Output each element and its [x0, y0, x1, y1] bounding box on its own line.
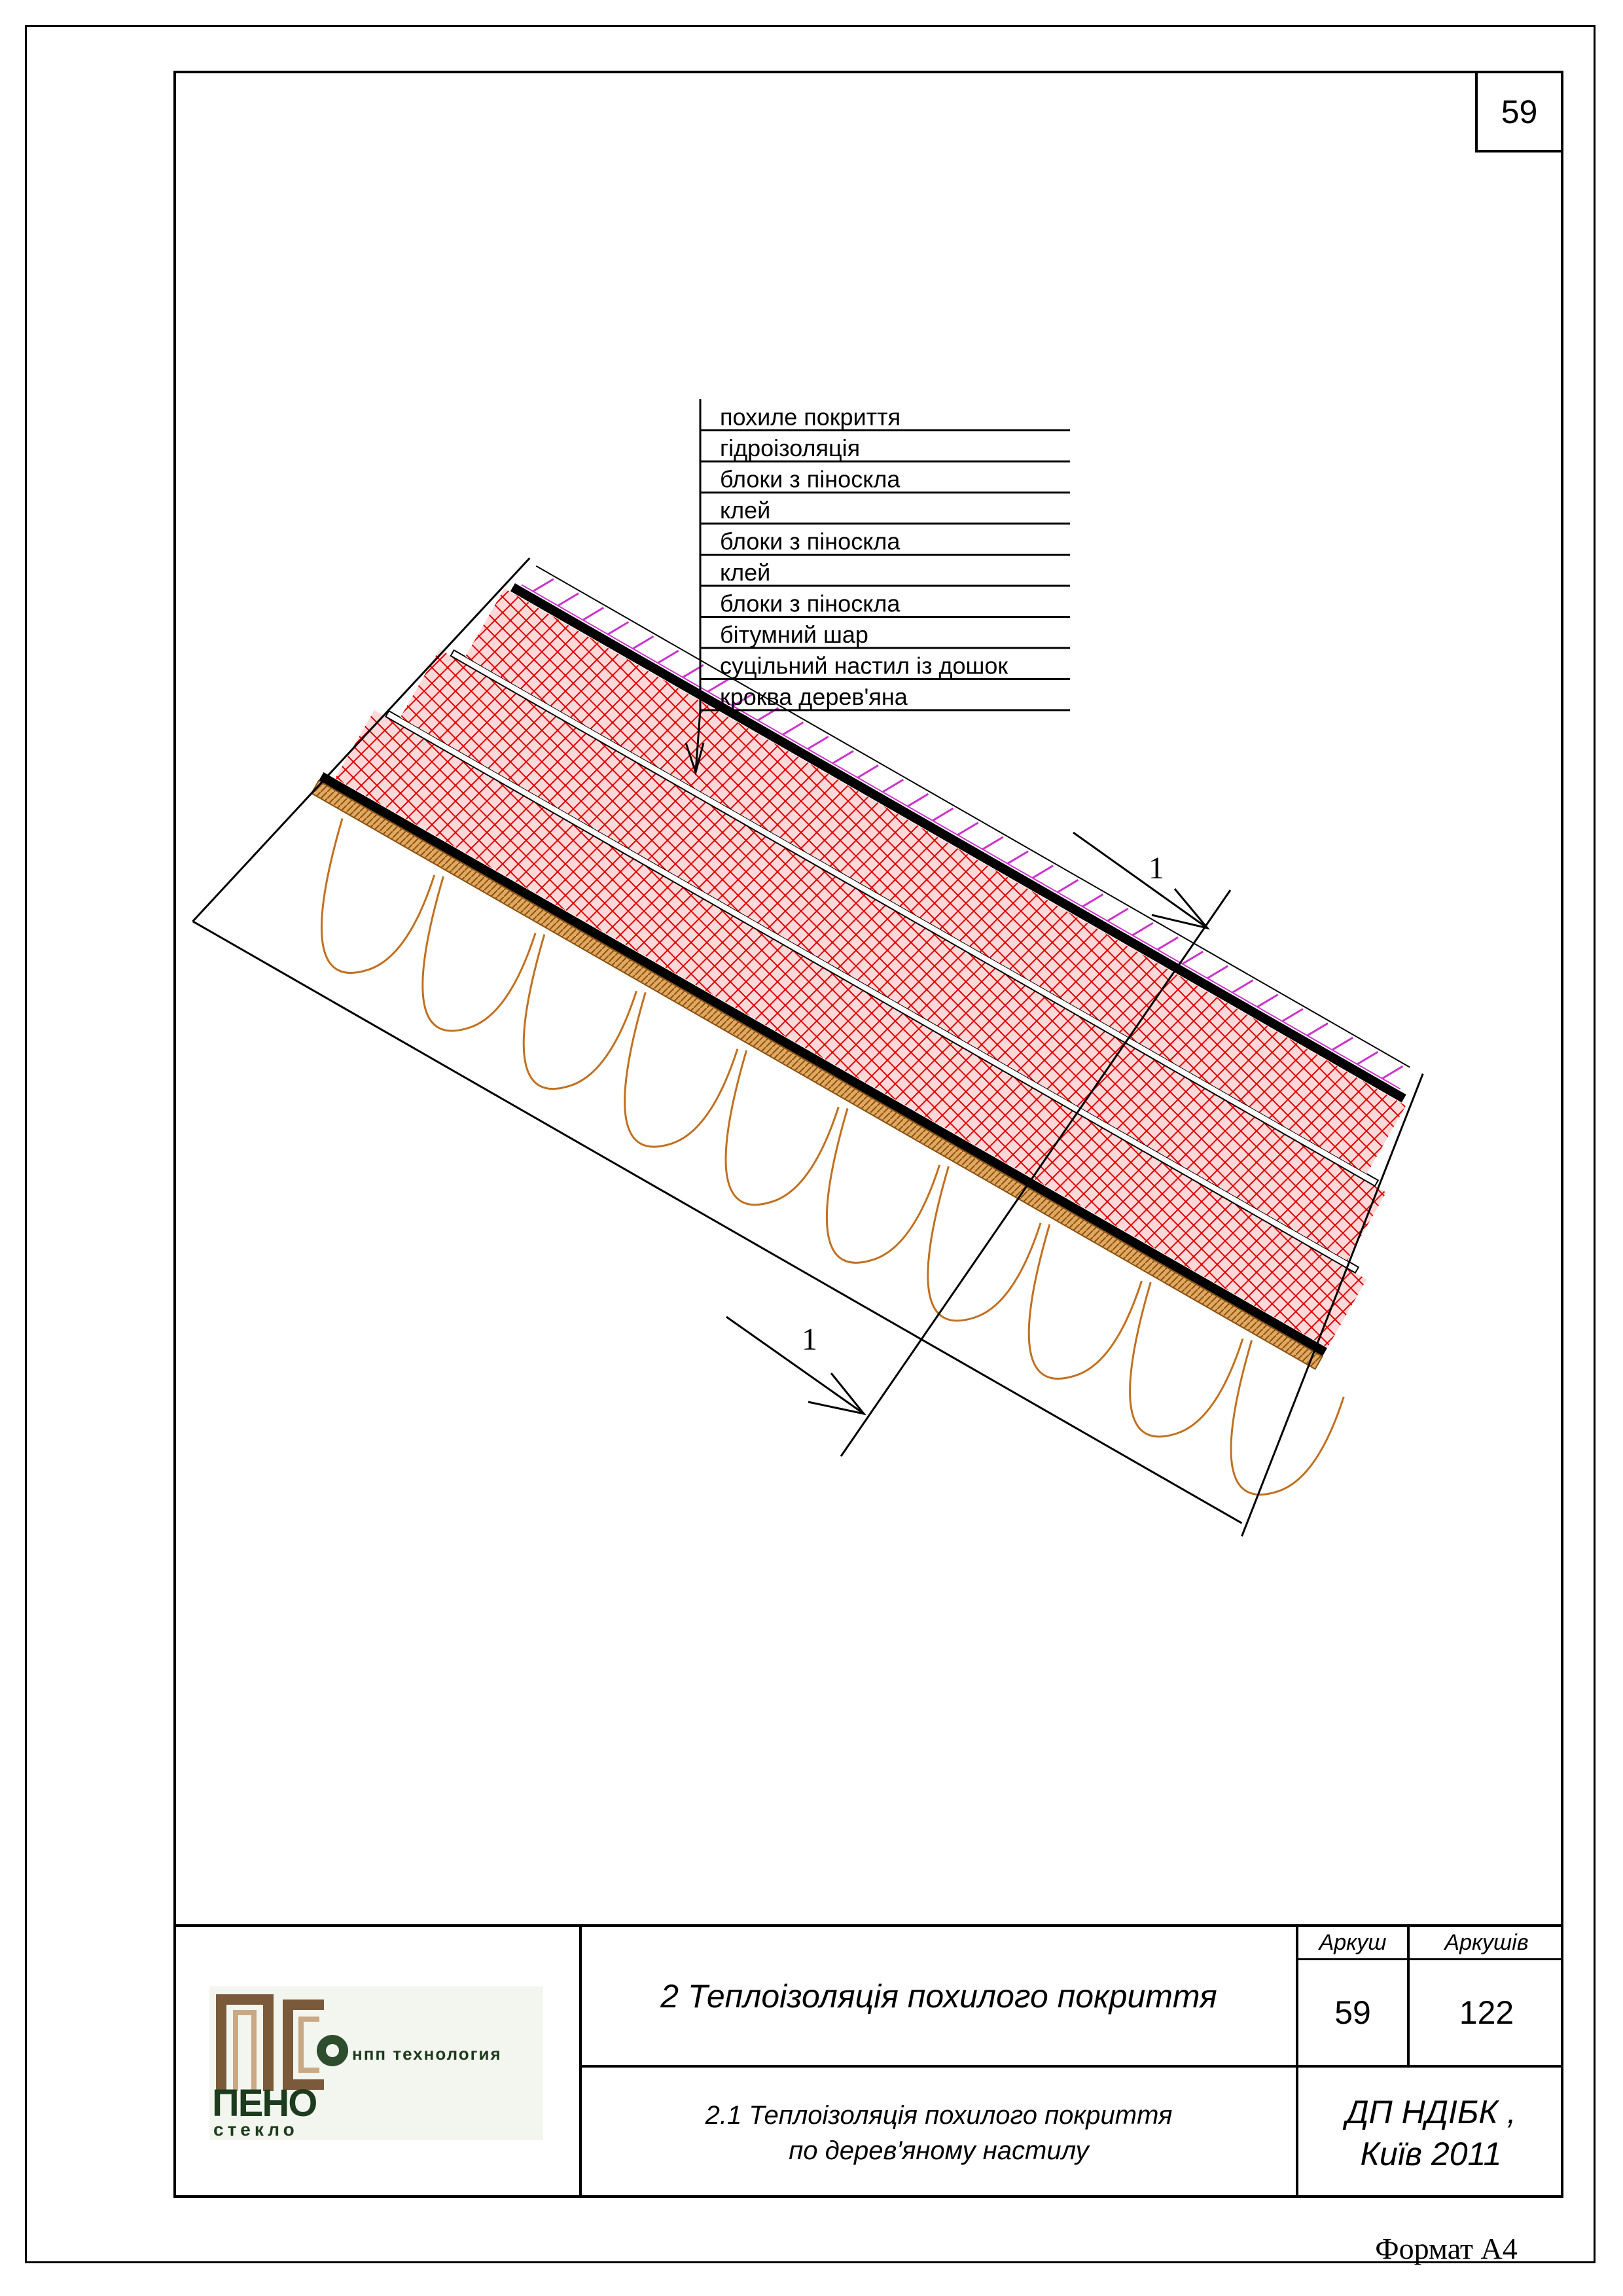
callout-layer-label: похиле покриття [720, 403, 901, 431]
sheets-label: Аркушів [1444, 1929, 1529, 1955]
subtitle-line-2: по дерев'яному настилу [789, 2136, 1089, 2165]
roof-covering-tick [908, 794, 929, 806]
subtitle-line-1: 2.1 Теплоізоляція похилого покриття [705, 2100, 1173, 2130]
section-mark-top: 1 [1149, 851, 1164, 886]
drawing-subtitle [582, 2068, 1296, 2198]
sheet-number: 59 [1501, 93, 1538, 130]
organization-name: ДП НДІБК , [1346, 2093, 1516, 2130]
roof-covering-tick [933, 808, 954, 821]
roof-covering-tick [1282, 1009, 1303, 1022]
roof-covering-tick [558, 594, 579, 606]
callout-layer-label: блоки з піноскла [720, 528, 901, 555]
roof-covering-tick [1382, 1066, 1403, 1079]
logo-company: нпп технология [352, 2044, 502, 2064]
logo-brand-top: ПЕНО [212, 2082, 317, 2125]
organization [1298, 2068, 1563, 2198]
roof-covering-tick [658, 651, 679, 663]
roof-covering-tick [633, 636, 654, 649]
roof-covering-tick [982, 837, 1003, 850]
roof-covering-tick [1132, 923, 1153, 935]
roof-covering-tick [1008, 852, 1029, 864]
roof-covering-tick [1332, 1037, 1353, 1050]
roof-covering-tick [533, 579, 554, 592]
roof-covering-tick [1207, 966, 1228, 978]
roof-covering-tick [1107, 908, 1128, 921]
callout-layer-label: бітумний шар [720, 621, 868, 648]
company-logo [209, 1986, 543, 2140]
roof-covering-tick [1058, 880, 1079, 892]
roof-covering-tick [608, 622, 629, 634]
organization-city-year: Київ 2011 [1360, 2135, 1502, 2172]
callout-layer-label: блоки з піноскла [720, 590, 901, 617]
callout-layer-label: клей [720, 559, 771, 586]
section-top-tick [1073, 833, 1207, 928]
roof-covering-tick [1033, 866, 1054, 878]
sheets-value: 122 [1459, 1994, 1514, 2031]
roof-covering-tick [783, 723, 804, 735]
roof-covering-tick [1082, 894, 1103, 906]
section-mark-bottom: 1 [802, 1322, 817, 1357]
roof-covering-tick [1158, 937, 1179, 950]
roof-covering-tick [583, 607, 604, 620]
roof-covering-tick [1257, 995, 1278, 1007]
callout-layer-label: суцільний настил із дошок [720, 652, 1008, 679]
section-bottom-tick [726, 1317, 864, 1414]
roof-covering-tick [808, 737, 829, 749]
callout-layer-label: кроква дерев'яна [720, 683, 908, 710]
logo-brand-bottom: стекло [213, 2119, 298, 2140]
callout-layer-label: блоки з піноскла [720, 465, 901, 493]
roof-covering-tick [883, 780, 904, 792]
roof-covering-tick [832, 751, 853, 763]
callout-layer-label: клей [720, 497, 771, 524]
roof-covering-tick [1308, 1023, 1329, 1035]
roof-covering-tick [1232, 980, 1253, 993]
sheet-label: Аркуш [1319, 1929, 1387, 1955]
roof-covering-tick [1183, 952, 1204, 964]
format-label: Формат А4 [1375, 2231, 1518, 2265]
drawing-title: 2 Теплоізоляція похилого покриття [660, 1977, 1217, 2015]
sheet-value: 59 [1334, 1994, 1371, 2031]
roof-covering-tick [957, 823, 978, 835]
roof-covering-tick [858, 765, 879, 778]
callout-layer-label: гідроізоляція [720, 435, 861, 461]
roof-covering-tick [1357, 1052, 1378, 1064]
